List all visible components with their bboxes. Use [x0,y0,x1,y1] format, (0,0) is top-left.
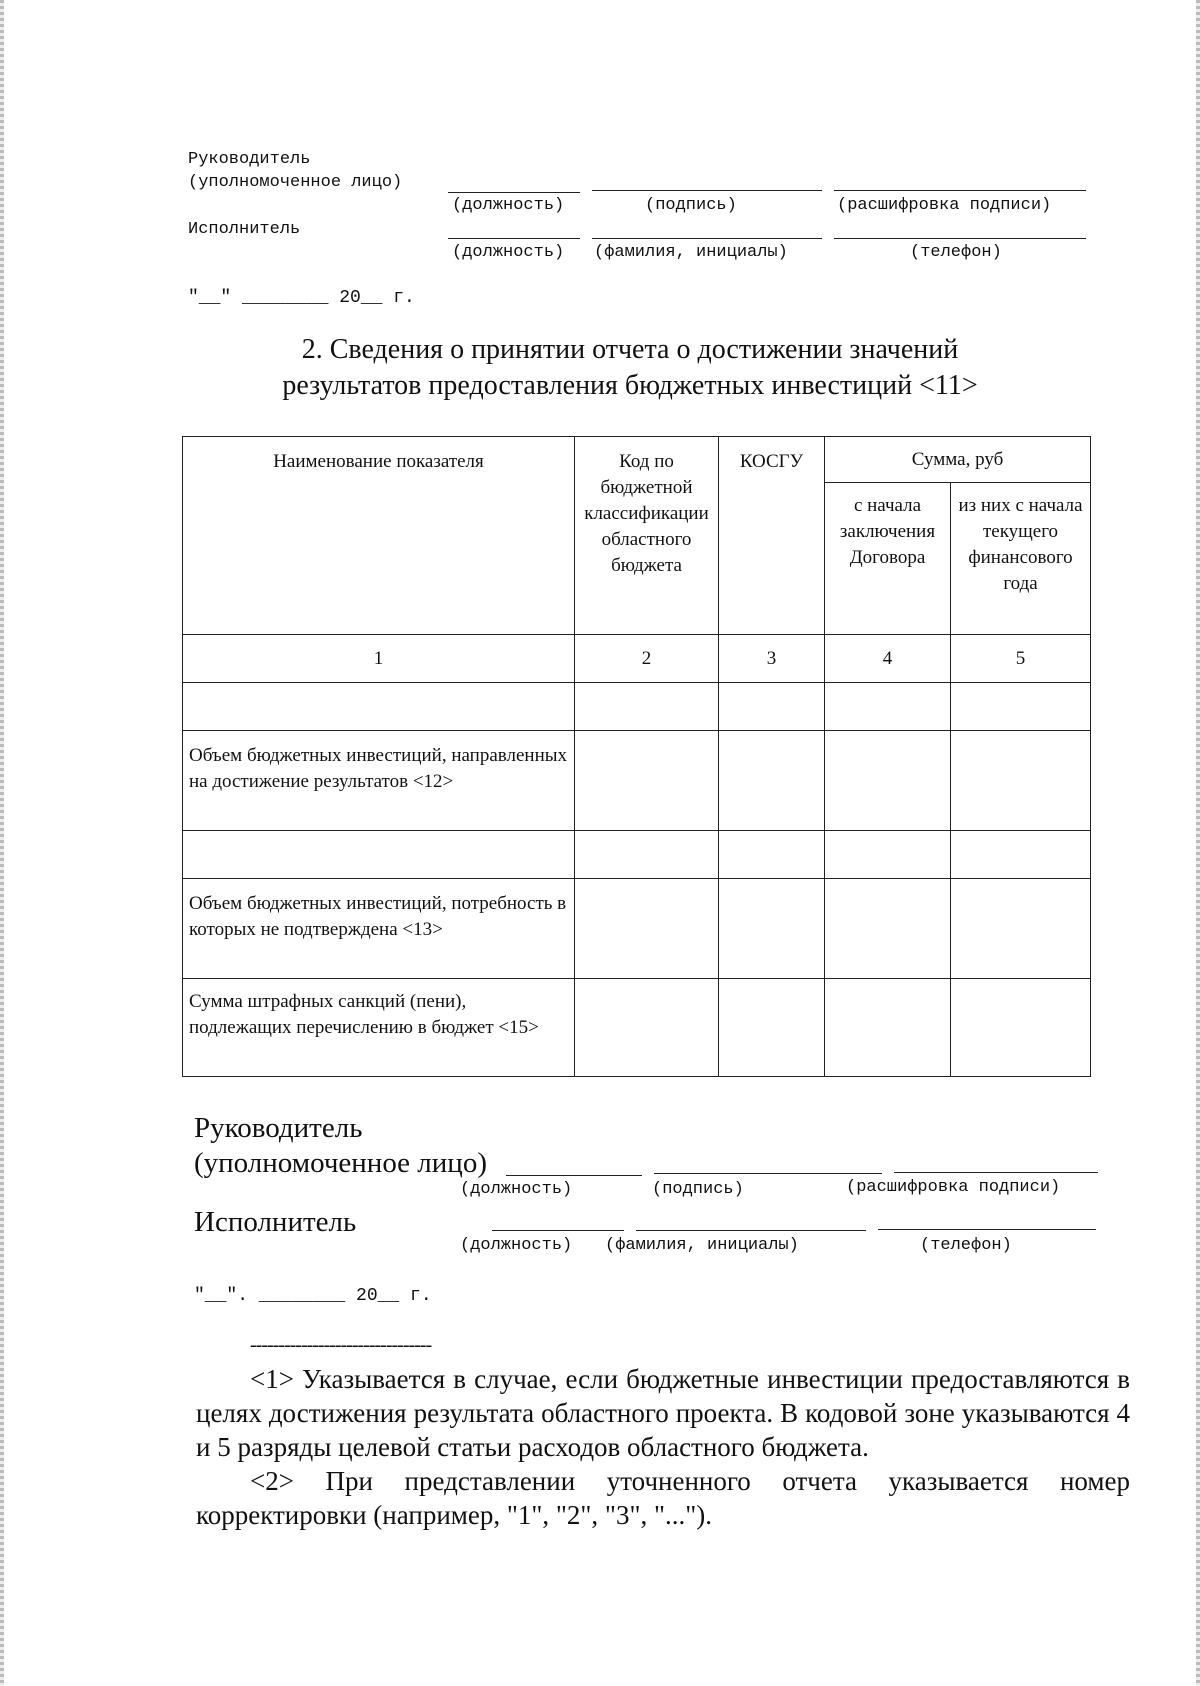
bottom-caption-decoding: (расшифровка подписи) [846,1178,1061,1197]
top-executor-phone-line [834,238,1086,239]
scan-edge-right [1196,0,1200,1686]
top-position-line [448,192,580,193]
section-title [250,332,1010,404]
footnote-1: <1> Указывается в случае, если бюджетные инвестиции предоставляются в целях достижения результата областного проекта. В кодовой зоне указываются 4 и 5 разряды целевой статьи расходов областного бюджета. [196,1364,1130,1462]
top-executor-position-line [448,238,580,239]
bottom-executor-fio-line [636,1230,866,1231]
table-row [183,683,1091,731]
section-title-line-2: результатов предоставления бюджетных инвестиций <11> [282,370,978,401]
table-row [183,831,1091,879]
table-row [183,979,1091,1077]
section-title-line-1: 2. Сведения о принятии отчета о достижении значений [301,334,959,365]
top-caption-position: (должность) [452,196,565,215]
top-caption-decoding: (расшифровка подписи) [837,196,1052,215]
column-number: 1 [183,635,575,683]
table-cell [825,979,951,1077]
table-cell [719,879,825,979]
top-caption-fio: (фамилия, инициалы) [594,243,788,262]
row-label: Сумма штрафных санкций (пени), подлежащих перечислению в бюджет <15> [183,979,575,1077]
bottom-head-label-1: Руководитель [194,1112,363,1144]
bottom-executor-position-line [492,1230,624,1231]
column-number: 4 [825,635,951,683]
top-head-label-2: (уполномоченное лицо) [188,173,403,192]
row-label: Объем бюджетных инвестиций, потребность в которых не подтверждена <13> [183,879,575,979]
header-current-year: из них с начала текущего финансового года [951,483,1091,635]
bottom-caption-position-2: (должность) [460,1236,573,1255]
header-kosgu: КОСГУ [719,437,825,635]
table-column-numbers-row [183,635,1091,683]
table-cell [575,683,719,731]
table-cell [951,831,1091,879]
top-caption-signature: (подпись) [645,196,737,215]
bottom-head-label-2: (уполномоченное лицо) [194,1147,487,1179]
top-signature-line [592,190,822,191]
bottom-signature-line [654,1173,882,1174]
row-label [183,683,575,731]
table-cell [719,979,825,1077]
top-executor-fio-line [592,238,822,239]
bottom-caption-fio: (фамилия, инициалы) [605,1236,799,1255]
table-cell [825,879,951,979]
table-cell [825,831,951,879]
top-caption-position-2: (должность) [452,243,565,262]
header-indicator-name: Наименование показателя [183,437,575,635]
header-budget-code: Код по бюджетной классификации областного бюджета [575,437,719,635]
top-decoding-line [834,190,1086,191]
table-cell [575,731,719,831]
table-cell [951,731,1091,831]
footnote-2: <2> При представлении уточненного отчета указывается номер корректировки (например, "1", "2", "3", "..."). [196,1466,1130,1530]
table-cell [719,831,825,879]
bottom-caption-position: (должность) [460,1180,573,1199]
table-cell [825,683,951,731]
column-number: 2 [575,635,719,683]
bottom-decoding-line [894,1172,1098,1173]
row-label [183,831,575,879]
footnotes [196,1362,1130,1532]
bottom-executor-label: Исполнитель [194,1206,357,1238]
table-cell [951,683,1091,731]
top-head-label-1: Руководитель [188,150,311,169]
bottom-caption-signature: (подпись) [652,1180,744,1199]
table-cell [575,831,719,879]
table-cell [719,731,825,831]
header-sum: Сумма, руб [825,437,1091,483]
table-cell [825,731,951,831]
header-from-contract-start: с начала заключения Договора [825,483,951,635]
row-label: Объем бюджетных инвестиций, направленных на достижение результатов <12> [183,731,575,831]
top-executor-label: Исполнитель [188,220,301,239]
top-caption-phone: (телефон) [910,243,1002,262]
column-number: 3 [719,635,825,683]
footnote-separator: -------------------------------- [250,1334,432,1356]
top-date: "__" ________ 20__ г. [188,288,415,308]
table-cell [719,683,825,731]
bottom-position-line [506,1175,642,1176]
table-row [183,879,1091,979]
table-cell [951,979,1091,1077]
table-header-row-1 [183,437,1091,483]
table-row [183,731,1091,831]
bottom-executor-phone-line [878,1229,1096,1230]
table-cell [951,879,1091,979]
scan-edge-left [0,0,4,1686]
table-cell [575,979,719,1077]
column-number: 5 [951,635,1091,683]
bottom-date: "__". ________ 20__ г. [194,1286,432,1306]
results-table [182,436,1091,1077]
table-cell [575,879,719,979]
bottom-caption-phone: (телефон) [920,1236,1012,1255]
